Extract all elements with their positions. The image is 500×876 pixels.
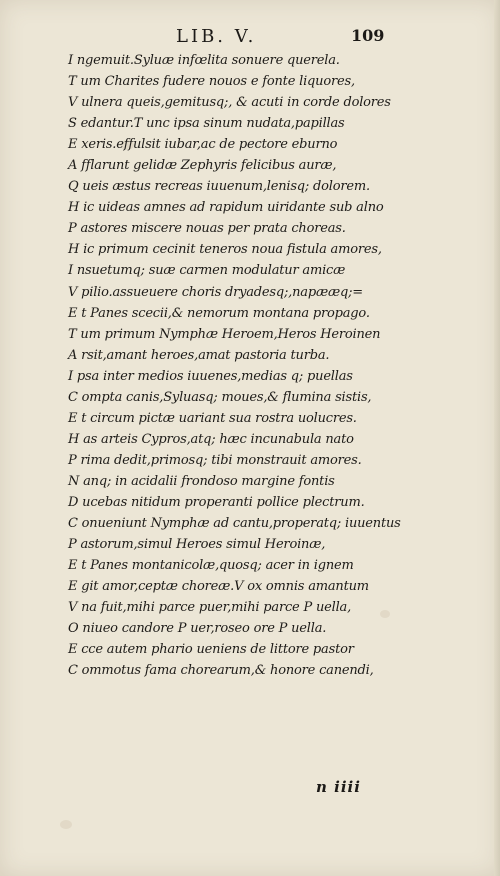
verse-line: E xeris.effulsit iubar,ac de pectore eburno	[68, 137, 338, 153]
verse-line: D ucebas nitidum properanti pollice plectrum.	[68, 494, 365, 510]
verse-line: H as arteis Cypros,atq; hæc incunabula nato	[68, 431, 354, 447]
verse-line: E cce autem phario ueniens de littore pastor	[68, 642, 354, 658]
page-edge	[494, 0, 500, 876]
verse-line: N anq; in acidalii frondoso margine fontis	[68, 473, 335, 489]
verse-line: V pilio.assueuere choris dryadesq;,napææq;=	[68, 284, 363, 300]
verse-line: V na fuit,mihi parce puer,mihi parce P uella,	[68, 600, 352, 616]
verse-line: E git amor,ceptæ choreæ.V ox omnis amantum	[68, 579, 369, 595]
verse-line: S edantur.T unc ipsa sinum nudata,papillas	[68, 116, 345, 132]
paper-stain	[60, 820, 72, 829]
verse-line: O niueo candore P uer,roseo ore P uella.	[68, 621, 327, 637]
verse-line: C onueniunt Nymphæ ad cantu,properatq; iuuentus	[68, 516, 401, 532]
verse-line: A rsit,amant heroes,amat pastoria turba.	[68, 347, 330, 363]
verse-line: A fflarunt gelidæ Zephyris felicibus auræ,	[68, 158, 337, 174]
verse-line: E t circum pictæ uariant sua rostra uolucres.	[68, 410, 357, 426]
verse-line: H ic uideas amnes ad rapidum uiridante sub alno	[68, 200, 384, 216]
verse-line: P rima dedit,primosq; tibi monstrauit amores.	[68, 452, 362, 468]
folio-number: 109	[351, 26, 385, 45]
verse-line: I psa inter medios iuuenes,medias q; puellas	[68, 368, 353, 384]
page-header	[0, 26, 500, 50]
verse-line: E t Panes montanicolæ,quosq; acer in ignem	[68, 558, 354, 574]
verse-line: I nsuetumq; suæ carmen modulatur amicæ	[68, 263, 346, 279]
verse-line: P astorum,simul Heroes simul Heroinæ,	[68, 537, 326, 553]
verse-line: C ommotus fama chorearum,& honore canendi,	[68, 663, 374, 679]
verse-line: C ompta canis,Syluasq; moues,& flumina sistis,	[68, 389, 372, 405]
verse-list	[68, 50, 438, 681]
signature-mark: n iiii	[316, 778, 361, 796]
verse-line: P astores miscere nouas per prata choreas.	[68, 221, 346, 237]
verse-line: T um primum Nymphæ Heroem,Heros Heroinen	[68, 326, 381, 342]
verse-line: T um Charites fudere nouos e fonte liquores,	[68, 74, 355, 90]
verse-line: H ic primum cecinit teneros noua fistula amores,	[68, 242, 382, 258]
verse-line: E t Panes scecii,& nemorum montana propago.	[68, 305, 370, 321]
verse-line: Q ueis æstus recreas iuuenum,lenisq; dolorem.	[68, 179, 370, 195]
verse-line: V ulnera queis,gemitusq;, & acuti in corde dolores	[68, 95, 391, 111]
verse-line: I ngemuit.Syluæ infœlita sonuere querela.	[68, 53, 340, 68]
running-head: LIB. V.	[176, 26, 257, 47]
